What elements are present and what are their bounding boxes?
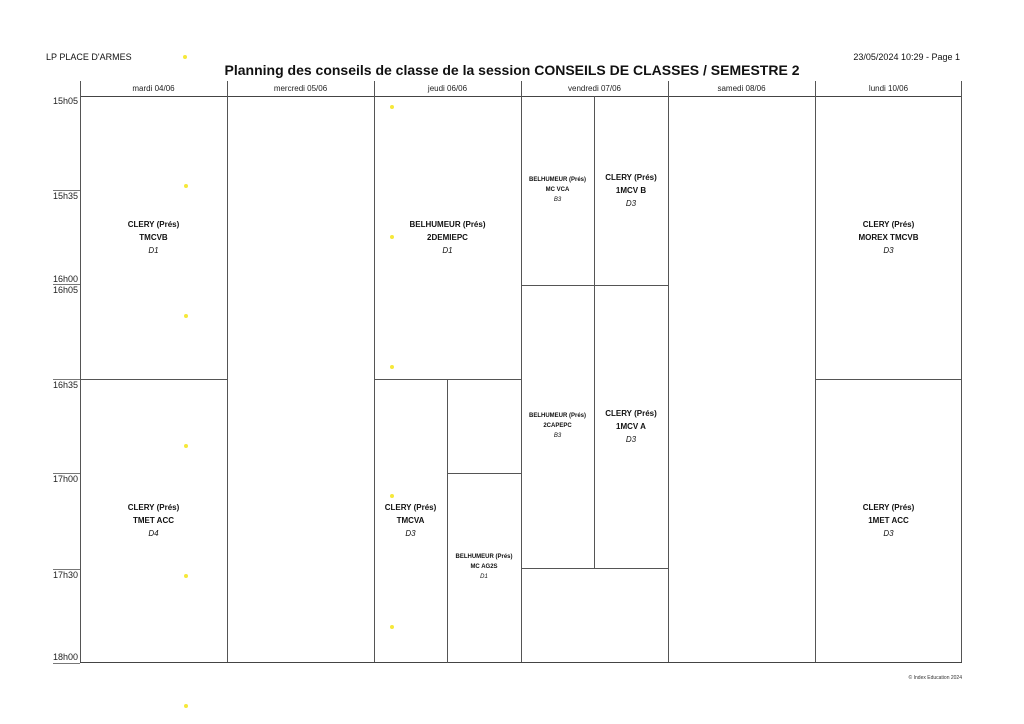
session-class: 1MCV A <box>616 422 646 431</box>
day-header: jeudi 06/06 <box>427 84 468 93</box>
day-header: lundi 10/06 <box>868 84 909 93</box>
session-class: TMET ACC <box>132 516 175 525</box>
session-room: B3 <box>553 197 562 203</box>
time-tick <box>53 284 80 285</box>
session-class: MOREX TMCVB <box>858 233 919 242</box>
session-block[interactable] <box>815 501 962 540</box>
day-header: samedi 08/06 <box>717 84 766 93</box>
session-president: BELHUMEUR (Prés) <box>409 220 486 229</box>
session-room: D4 <box>148 529 159 538</box>
scan-dot <box>184 444 188 448</box>
slot-divider <box>815 379 962 380</box>
session-block[interactable] <box>521 175 594 205</box>
time-tick <box>53 379 80 380</box>
slot-divider <box>594 96 595 568</box>
session-room: D3 <box>625 199 637 208</box>
slot-divider <box>521 285 668 286</box>
session-president: BELHUMEUR (Prés) <box>528 177 586 183</box>
slot-divider <box>521 568 668 569</box>
session-president: BELHUMEUR (Prés) <box>455 554 513 560</box>
column-divider <box>80 81 81 663</box>
schedule-grid <box>80 81 962 663</box>
session-block[interactable] <box>80 218 227 257</box>
day-header: vendredi 07/06 <box>568 84 621 93</box>
session-room: D1 <box>148 246 159 255</box>
session-block[interactable] <box>374 501 447 540</box>
time-label: 16h35 <box>53 380 79 390</box>
time-tick <box>53 569 80 570</box>
session-block[interactable] <box>447 552 521 582</box>
session-block[interactable] <box>521 411 594 441</box>
time-label: 18h00 <box>53 652 79 662</box>
time-label: 16h00 <box>53 274 79 284</box>
session-class: MC AG2S <box>470 564 498 570</box>
session-class: TMCVB <box>139 233 168 242</box>
session-room: D3 <box>883 529 894 538</box>
session-president: CLERY (Prés) <box>605 409 657 418</box>
scan-dot <box>390 494 394 498</box>
session-president: CLERY (Prés) <box>605 173 657 182</box>
session-class: 2DEMIEPC <box>427 233 468 242</box>
session-room: D1 <box>442 246 453 255</box>
session-room: B3 <box>553 433 562 439</box>
scan-dot <box>390 625 394 629</box>
session-class: 1MCV B <box>615 186 647 195</box>
column-divider <box>815 81 816 663</box>
time-tick <box>53 663 80 664</box>
session-room: D3 <box>883 246 894 255</box>
page-title: Planning des conseils de classe de la session CONSEILS DE CLASSES / SEMESTRE 2 <box>224 62 800 78</box>
scan-dot <box>184 314 188 318</box>
print-date-page: 23/05/2024 10:29 - Page 1 <box>853 52 960 62</box>
session-block[interactable] <box>815 218 962 257</box>
scan-dot <box>184 704 188 708</box>
session-block[interactable] <box>374 218 521 257</box>
column-divider <box>668 81 669 663</box>
scan-dot <box>390 235 394 239</box>
time-label: 15h05 <box>53 96 79 106</box>
column-divider <box>374 81 375 663</box>
session-room: D3 <box>405 529 416 538</box>
session-president: CLERY (Prés) <box>127 503 180 512</box>
time-tick <box>53 473 80 474</box>
column-divider <box>521 81 522 663</box>
slot-divider <box>80 379 227 380</box>
session-class: TMCVA <box>396 516 425 525</box>
session-class: MC VCA <box>545 187 570 193</box>
time-tick <box>53 190 80 191</box>
session-room: D1 <box>480 574 488 580</box>
day-header: mardi 04/06 <box>132 84 175 93</box>
session-president: CLERY (Prés) <box>862 220 915 229</box>
time-label: 17h30 <box>53 570 79 580</box>
session-block[interactable] <box>80 501 227 540</box>
slot-divider <box>447 473 521 474</box>
scan-dot <box>184 574 188 578</box>
session-president: CLERY (Prés) <box>384 503 437 512</box>
day-header: mercredi 05/06 <box>273 84 328 93</box>
column-divider <box>227 81 228 663</box>
session-class: 2CAPEPC <box>543 423 572 429</box>
scan-dot <box>184 184 188 188</box>
scan-dot <box>183 55 187 59</box>
session-president: BELHUMEUR (Prés) <box>528 413 586 419</box>
grid-bottom <box>80 662 962 663</box>
session-room: D3 <box>625 435 637 444</box>
session-class: 1MET ACC <box>868 516 909 525</box>
session-block[interactable] <box>594 171 668 210</box>
session-president: CLERY (Prés) <box>127 220 180 229</box>
session-president: CLERY (Prés) <box>862 503 915 512</box>
school-name: LP PLACE D'ARMES <box>46 52 132 62</box>
session-block[interactable] <box>594 407 668 446</box>
slot-divider <box>447 379 448 663</box>
time-label: 17h00 <box>53 474 79 484</box>
footer-copyright: © Index Education 2024 <box>908 675 962 681</box>
time-label: 15h35 <box>53 191 79 201</box>
scan-dot <box>390 105 394 109</box>
scan-dot <box>390 365 394 369</box>
time-label: 16h05 <box>53 285 79 295</box>
column-divider <box>961 81 962 663</box>
